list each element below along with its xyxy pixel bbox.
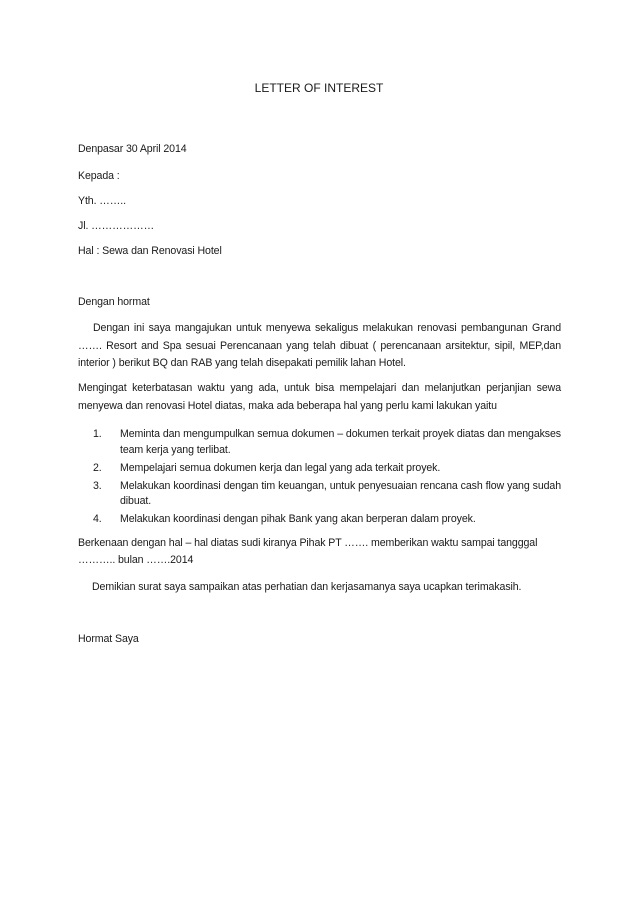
paragraph-3-line-2: ……….. bulan …….2014	[78, 554, 194, 566]
list-item-number: 4.	[93, 513, 102, 525]
list-item-number: 1.	[93, 428, 102, 440]
list-item	[95, 461, 561, 477]
sign-off: Hormat Saya	[78, 633, 139, 645]
list-item-number: 2.	[93, 461, 102, 474]
paragraph-1-text: Dengan ini saya mangajukan untuk menyewa sekaligus melakukan renovasi pembangunan Grand ……. Resort and Spa sesuai Perencanaan yang telah dibuat ( perencanaan arsitektur, sipil, MEP,dan interior ) berikut BQ dan RAB yang telah disepakati pemilik lahan Hotel.	[78, 322, 561, 369]
to-label: Kepada :	[78, 170, 120, 182]
list-item-number: 3.	[93, 479, 102, 492]
paragraph-3-line-1: Berkenaan dengan hal – hal diatas sudi kiranya Pihak PT ……. memberikan waktu sampai tangggal	[78, 537, 538, 549]
task-list	[95, 427, 561, 530]
list-item	[95, 512, 561, 528]
subject-line: Hal : Sewa dan Renovasi Hotel	[78, 245, 222, 257]
recipient-address: Jl. ………………	[78, 220, 155, 232]
closing-sentence: Demikian surat saya sampaikan atas perhatian dan kerjasamanya saya ucapkan terimakasih.	[92, 581, 522, 593]
letter-date: Denpasar 30 April 2014	[78, 143, 187, 155]
paragraph-2: Mengingat keterbatasan waktu yang ada, untuk bisa mempelajari dan melanjutkan perjanjian sewa menyewa dan renovasi Hotel diatas, maka ada beberapa hal yang perlu kami lakukan yaitu	[78, 382, 561, 412]
letter-title: LETTER OF INTEREST	[254, 81, 384, 95]
list-item-text: Melakukan koordinasi dengan tim keuangan, untuk penyesuaian rencana cash flow yang sudah dibuat.	[120, 479, 561, 507]
list-item-text: Meminta dan mengumpulkan semua dokumen – dokumen terkait proyek diatas dan mengakses team kerja yang terlibat.	[120, 428, 561, 456]
list-item	[95, 427, 561, 458]
salutation: Dengan hormat	[78, 296, 150, 308]
list-item-text: Mempelajari semua dokumen kerja dan legal yang ada terkait proyek.	[120, 461, 441, 474]
paragraph-1	[78, 320, 561, 373]
list-item-text: Melakukan koordinasi dengan pihak Bank yang akan berperan dalam proyek.	[120, 513, 476, 525]
list-item	[95, 479, 561, 510]
recipient: Yth. ……..	[78, 195, 126, 207]
